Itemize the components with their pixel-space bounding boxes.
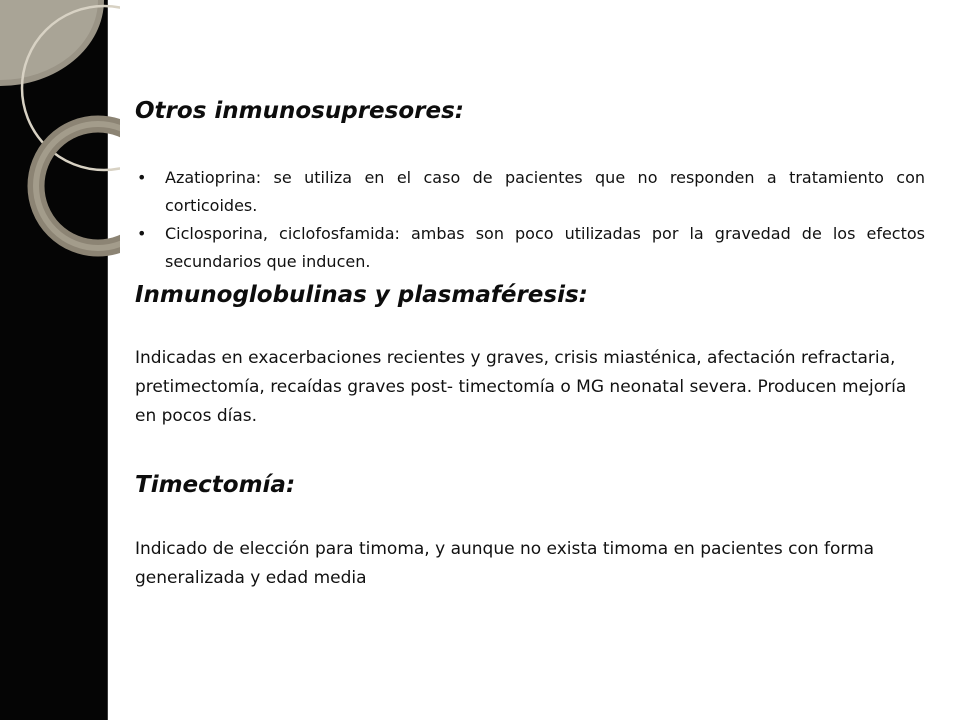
heading-timectomia: Timectomía: [135, 472, 296, 498]
bullet-list-inmunosupresores [135, 164, 925, 276]
heading-inmunoglobulinas: Inmunoglobulinas y plasmaféresis: [135, 282, 588, 308]
bullet-ciclosporina: • Ciclosporina, ciclofosfamida: ambas son poco utilizadas por la gravedad de los efectos secundarios que inducen. [135, 220, 925, 276]
heading-otros-inmunosupresores: Otros inmunosupresores: [135, 98, 464, 124]
paragraph-inmunoglobulinas: Indicadas en exacerbaciones recientes y graves, crisis miasténica, afectación refractaria, pretimectomía, recaídas graves post- timectomía o MG neonatal severa. Producen mejoría en pocos días. [135, 348, 907, 426]
paragraph-timectomia: Indicado de elección para timoma, y aunque no exista timoma en pacientes con forma generalizada y edad media [135, 539, 875, 588]
bullet-azatioprina: • Azatioprina: se utiliza en el caso de pacientes que no responden a tratamiento con corticoides. [135, 164, 925, 220]
